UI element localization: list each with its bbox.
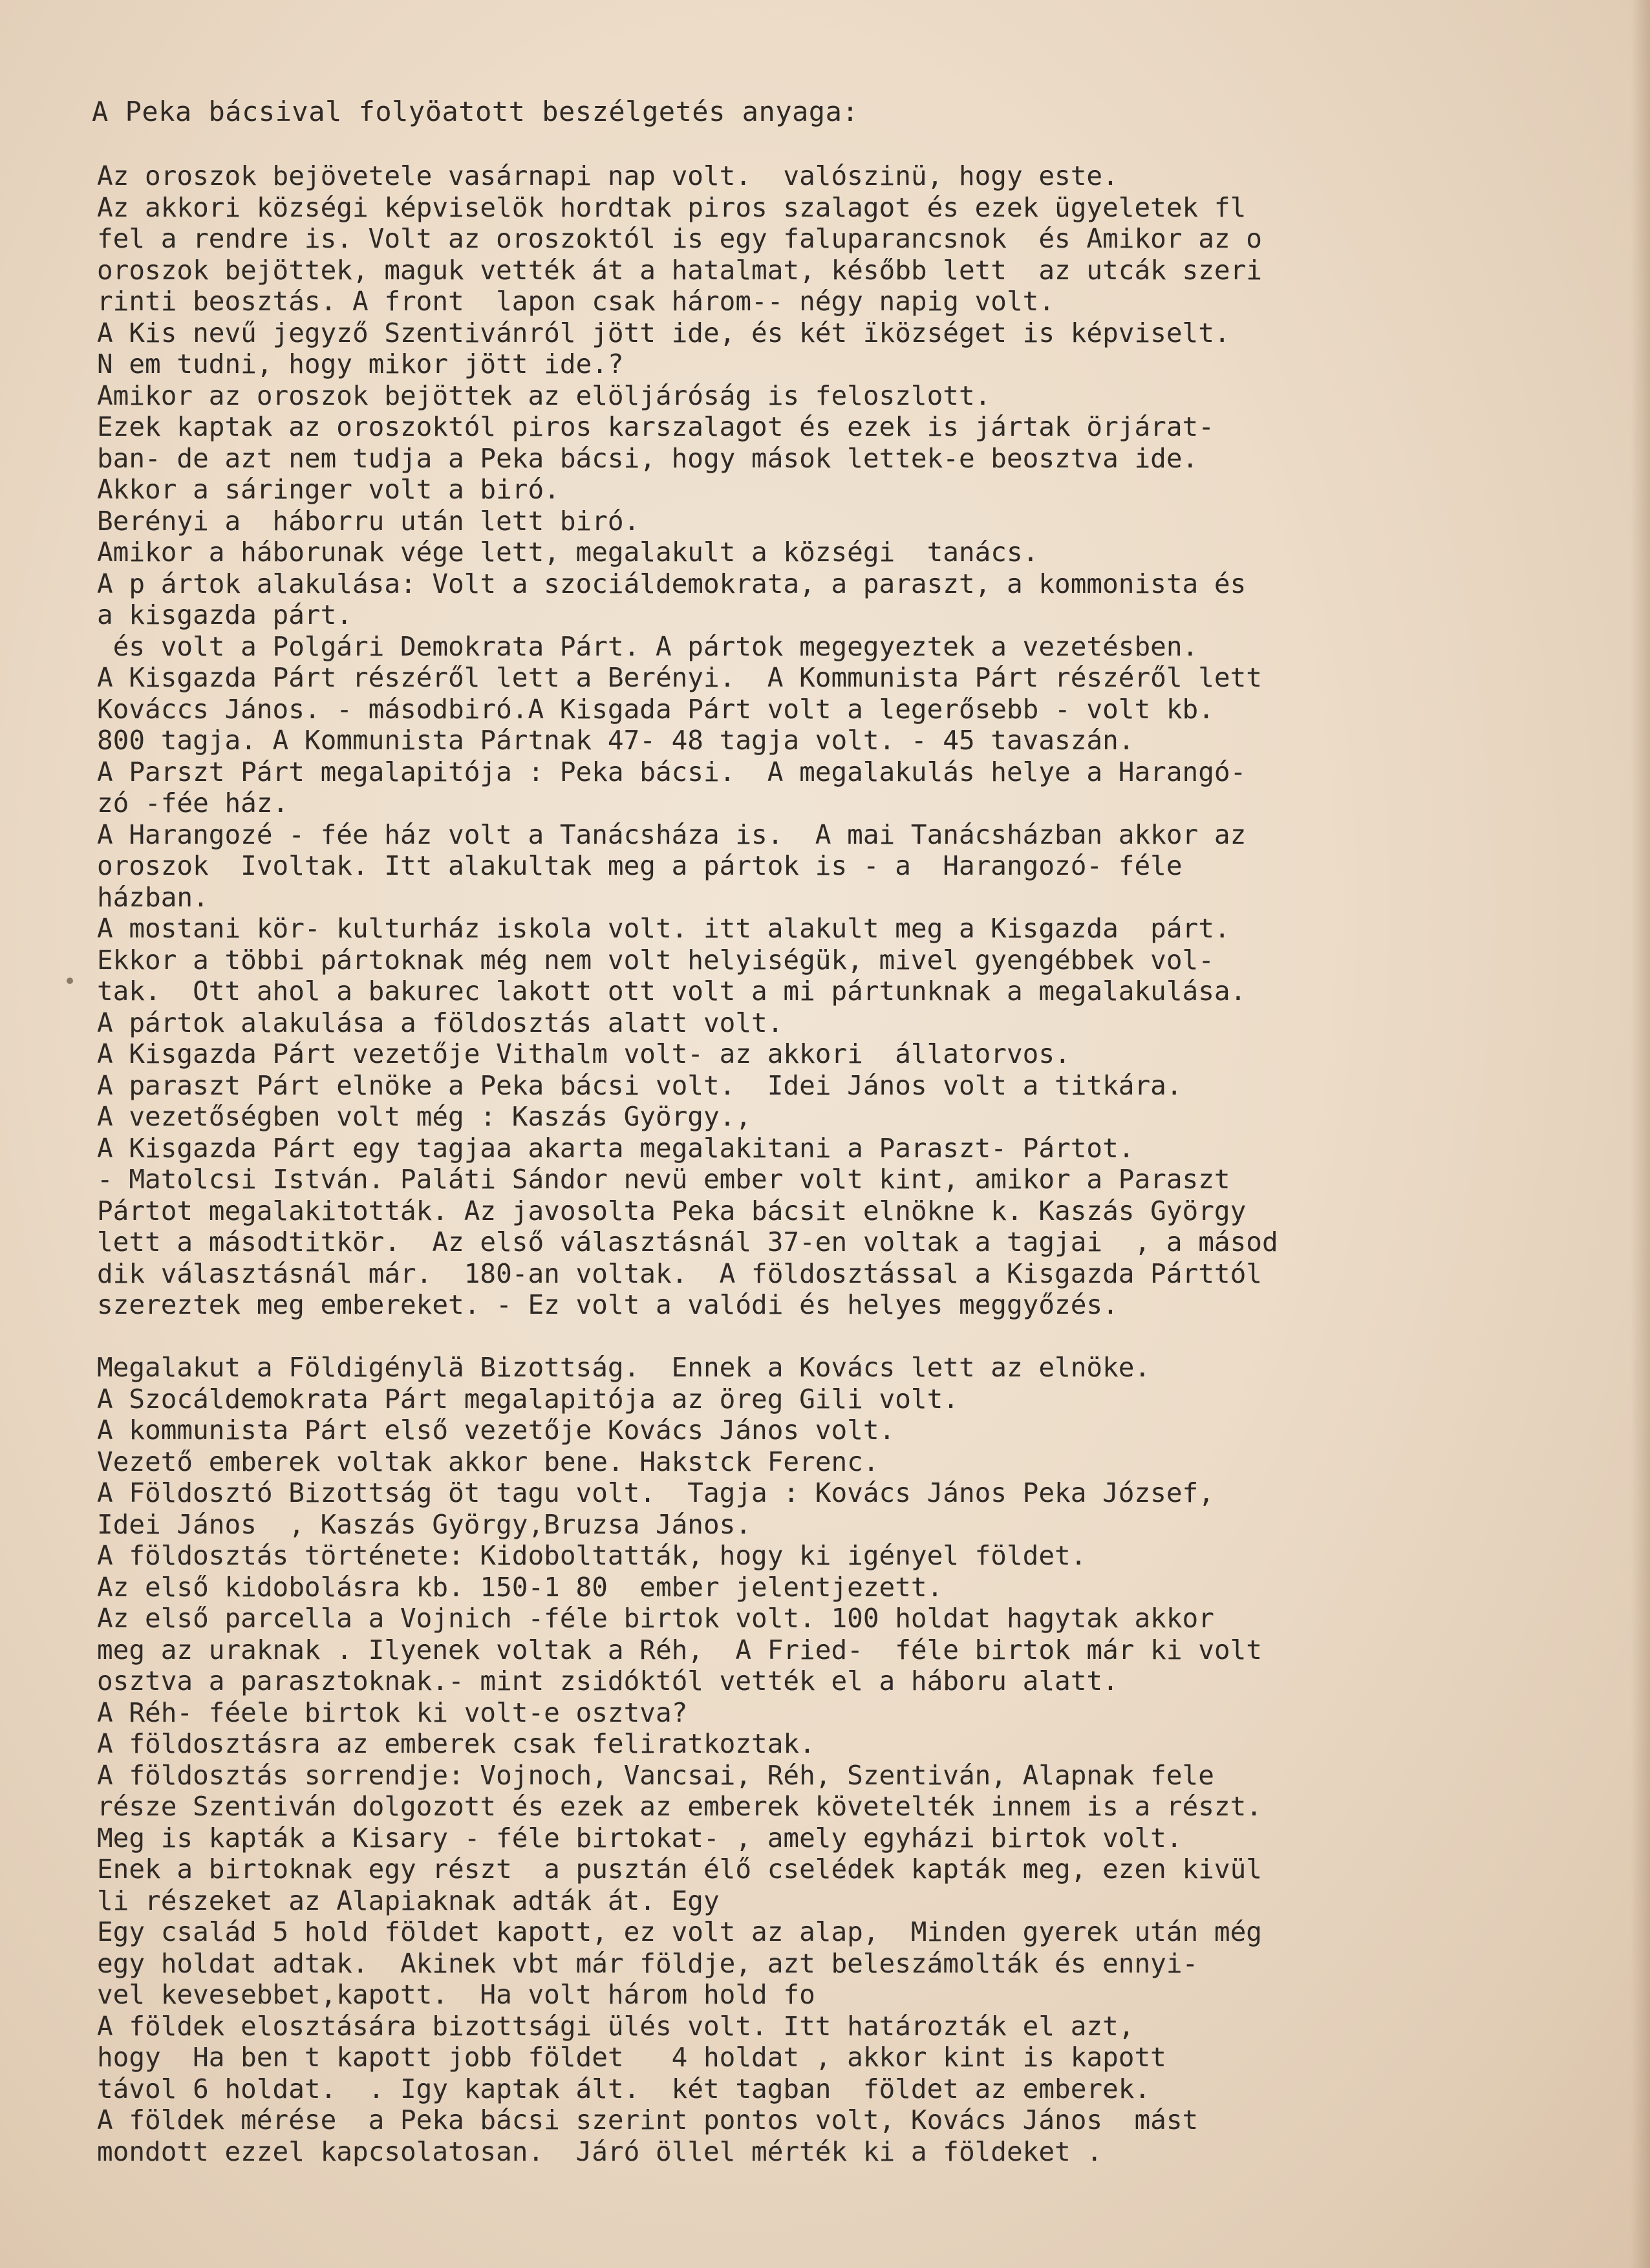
text-line: A Kisgazda Párt egy tagjaa akarta megalakitani a Paraszt- Pártot. — [97, 1132, 1135, 1164]
text-line: N em tudni, hogy mikor jött ide.? — [97, 348, 624, 380]
text-line: Pártot megalakitották. Az javosolta Peka bácsit elnökne k. Kaszás György — [97, 1195, 1247, 1226]
text-line: Az első kidobolásra kb. 150-1 80 ember jelentjezett. — [97, 1571, 943, 1603]
text-line: oroszok bejöttek, maguk vették át a hatalmat, később lett az utcák szeri — [97, 254, 1262, 286]
text-line: hogy Ha ben t kapott jobb földet 4 holdat , akkor kint is kapott — [97, 2042, 1166, 2073]
text-line: A földosztásra az emberek csak feliratkoztak. — [97, 1728, 815, 1759]
text-line: Berényi a háborru után lett biró. — [97, 505, 640, 537]
page-edge-shadow — [1631, 0, 1650, 2268]
text-line: lett a másodtitkör. Az első választásnál 37-en voltak a tagjai , a másod — [97, 1226, 1278, 1257]
text-line: része Szentiván dolgozott és ezek az emberek követelték innem is a részt. — [97, 1791, 1262, 1822]
text-line: és volt a Polgári Demokrata Párt. A pártok megegyeztek a vezetésben. — [97, 630, 1199, 662]
text-line: dik választásnál már. 180-an voltak. A földosztással a Kisgazda Párttól — [97, 1257, 1262, 1289]
text-line: vel kevesebbet,kapott. Ha volt három hold fo — [97, 1979, 815, 2010]
text-line: fel a rendre is. Volt az oroszoktól is egy faluparancsnok és Amikor az o — [97, 223, 1262, 254]
text-line: A földek mérése a Peka bácsi szerint pontos volt, Kovács János mást — [97, 2104, 1199, 2135]
text-line: zó -fée ház. — [97, 787, 289, 818]
text-line: Ezek kaptak az oroszoktól piros karszalagot és ezek is jártak örjárat- — [97, 411, 1214, 442]
document-title: A Peka bácsival folyöatott beszélgetés anyaga: — [92, 96, 859, 127]
text-line: Az oroszok bejövetele vasárnapi nap volt. valószinü, hogy este. — [97, 160, 1119, 191]
punch-mark — [67, 978, 73, 984]
text-line: A Réh- féele birtok ki volt-e osztva? — [97, 1696, 688, 1728]
text-line: A földosztás története: Kidoboltatták, hogy ki igényel földet. — [97, 1540, 1087, 1571]
text-line: Meg is kapták a Kisary - féle birtokat- , amely egyházi birtok volt. — [97, 1822, 1183, 1854]
text-line: házban. — [97, 881, 209, 913]
text-line: A vezetőségben volt még : Kaszás György., — [97, 1101, 752, 1132]
text-line: A pártok alakulása a földosztás alatt volt. — [97, 1007, 784, 1038]
text-line: Egy család 5 hold földet kapott, ez volt az alap, Minden gyerek után még — [97, 1916, 1262, 1947]
text-line: meg az uraknak . Ilyenek voltak a Réh, A Fried- féle birtok már ki volt — [97, 1634, 1262, 1665]
text-line: A földosztás sorrendje: Vojnoch, Vancsai, Réh, Szentiván, Alapnak fele — [97, 1759, 1214, 1791]
text-line: a kisgazda párt. — [97, 599, 352, 630]
text-line: A Kisgazda Párt vezetője Vithalm volt- az akkori állatorvos. — [97, 1038, 1071, 1069]
text-line: Ekkor a többi pártoknak még nem volt helyiségük, mivel gyengébbek vol- — [97, 944, 1214, 976]
text-line: A kommunista Párt első vezetője Kovács János volt. — [97, 1415, 895, 1446]
text-line: oroszok Ivoltak. Itt alakultak meg a pártok is - a Harangozó- féle — [97, 850, 1183, 881]
text-line: Amikor a háborunak vége lett, megalakult a községi tanács. — [97, 537, 1039, 568]
text-line: Megalakut a Földigénylä Bizottság. Ennek a Kovács lett az elnöke. — [97, 1352, 1151, 1383]
text-line: A mostani kör- kulturház iskola volt. itt alakult meg a Kisgazda párt. — [97, 913, 1230, 944]
text-line: ban- de azt nem tudja a Peka bácsi, hogy mások lettek-e beosztva ide. — [97, 442, 1199, 474]
text-line: Enek a birtoknak egy részt a pusztán élő cselédek kapták meg, ezen kivül — [97, 1854, 1262, 1885]
text-line: A Szocáldemokrata Párt megalapitója az öreg Gili volt. — [97, 1383, 959, 1415]
text-line: szereztek meg embereket. - Ez volt a valódi és helyes meggyőzés. — [97, 1289, 1119, 1320]
text-line: Akkor a sáringer volt a biró. — [97, 474, 560, 505]
text-line: A Földosztó Bizottság öt tagu volt. Tagja : Kovács János Peka József, — [97, 1477, 1214, 1508]
text-line: - Matolcsi István. Paláti Sándor nevü ember volt kint, amikor a Paraszt — [97, 1164, 1230, 1195]
text-line: Amikor az oroszok bejöttek az elöljáróság is feloszlott. — [97, 380, 991, 411]
text-line: A Kis nevű jegyző Szentivánról jött ide, és két ïközséget is képviselt. — [97, 317, 1230, 348]
typed-text-body — [97, 160, 1552, 2167]
text-line: egy holdat adtak. Akinek vbt már földje, azt beleszámolták és ennyi- — [97, 1947, 1199, 1979]
text-line: Az első parcella a Vojnich -féle birtok volt. 100 holdat hagytak akkor — [97, 1603, 1214, 1634]
text-line: rinti beosztás. A front lapon csak három-- négy napig volt. — [97, 286, 1055, 317]
text-line: li részeket az Alapiaknak adták át. Egy — [97, 1885, 720, 1916]
text-line: tak. Ott ahol a bakurec lakott ott volt a mi pártunknak a megalakulása. — [97, 976, 1247, 1007]
text-line: Idei János , Kaszás György,Bruzsa János. — [97, 1508, 752, 1540]
text-line: mondott ezzel kapcsolatosan. Járó öllel mérték ki a földeket . — [97, 2135, 1103, 2167]
blank-line — [97, 1321, 1552, 1353]
text-line: Vezető emberek voltak akkor bene. Hakstck Ferenc. — [97, 1446, 879, 1477]
text-line: A földek elosztására bizottsági ülés volt. Itt határozták el azt, — [97, 2010, 1135, 2042]
text-line: osztva a parasztoknak.- mint zsidóktól vették el a háboru alatt. — [97, 1665, 1119, 1696]
text-line: A paraszt Párt elnöke a Peka bácsi volt. Idei János volt a titkára. — [97, 1069, 1183, 1101]
text-line: Az akkori községi képviselök hordtak piros szalagot és ezek ügyeletek fl — [97, 191, 1247, 223]
text-line: 800 tagja. A Kommunista Pártnak 47- 48 tagja volt. - 45 tavaszán. — [97, 725, 1135, 756]
text-line: A Harangozé - fée ház volt a Tanácsháza is. A mai Tanácsházban akkor az — [97, 818, 1247, 850]
text-line: A Parszt Párt megalapitója : Peka bácsi. A megalakulás helye a Harangó- — [97, 756, 1247, 787]
text-line: távol 6 holdat. . Igy kaptak ált. két tagban földet az emberek. — [97, 2073, 1151, 2104]
text-line: Kováccs János. - másodbiró.A Kisgada Párt volt a legerősebb - volt kb. — [97, 693, 1214, 725]
text-line: A p ártok alakulása: Volt a szociáldemokrata, a paraszt, a kommonista és — [97, 568, 1247, 599]
text-line: A Kisgazda Párt részéről lett a Berényi. A Kommunista Párt részéről lett — [97, 662, 1262, 693]
